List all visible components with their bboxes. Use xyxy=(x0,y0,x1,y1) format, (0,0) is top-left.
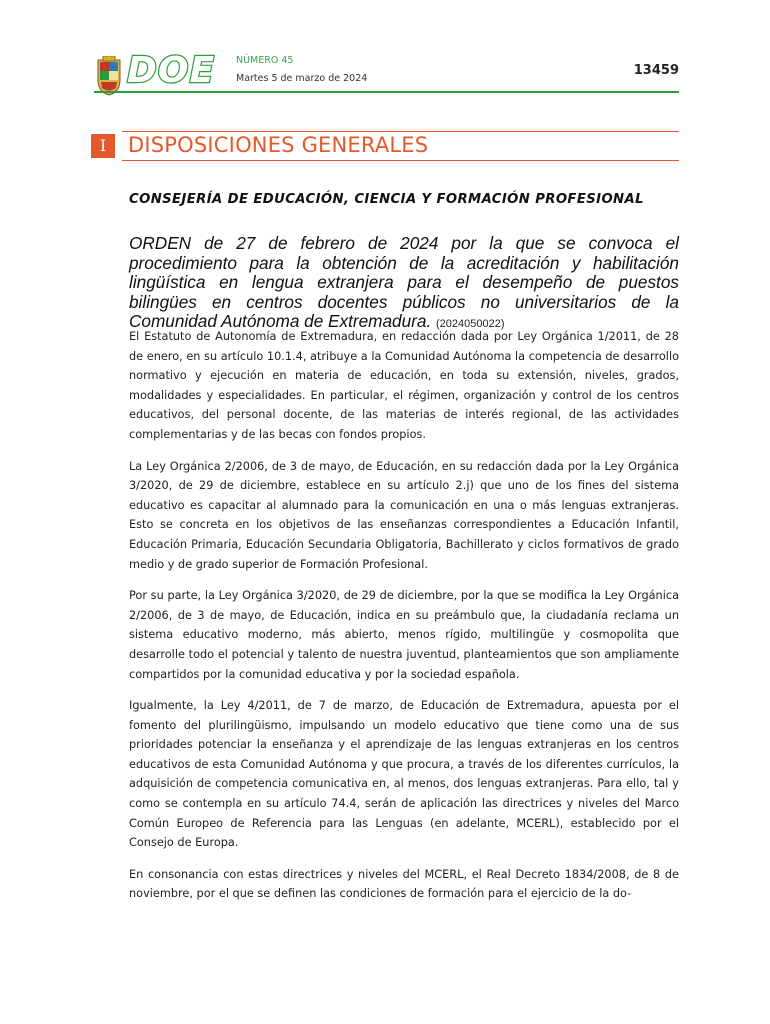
section-number-badge: I xyxy=(91,134,115,158)
issue-number: NÚMERO 45 xyxy=(236,55,294,66)
order-title: ORDEN de 27 de febrero de 2024 por la que se convoca el procedimiento para la obtención de la acreditación y habilitación lingüística en lengua extranjera para el desempeño de puestos bilingües en centros docentes públicos no universitarios de la Comunidad Autónoma de Extremadura. xyxy=(129,233,679,332)
paragraph: En consonancia con estas directrices y niveles del MCERL, el Real Decreto 1834/2008, de 8 de noviembre, por el que se definen las condiciones de formación para el ejercicio de la do- xyxy=(129,867,679,901)
paragraph: Igualmente, la Ley 4/2011, de 7 de marzo, de Educación de Extremadura, apuesta por el fomento del plurilingüismo, impulsando un modelo educativo que tiene como una de sus prioridades potenciar la enseñanza y el aprendizaje de las lenguas extranjeras en los centros educativos de esta Comunidad Autónoma y que procura, a través de los diferentes currículos, la adquisición de competencia comunicativa en, al menos, dos lenguas extranjeras. Para ello, tal y como se contempla en su artículo 74.4, serán de aplicación las directrices y niveles del Marco Común Europeo de Referencia para las Lenguas (en adelante, MCERL), establecido por el Consejo de Europa. xyxy=(129,699,679,850)
paragraph: El Estatuto de Autonomía de Extremadura, en redacción dada por Ley Orgánica 1/2011, de 28 de enero, en su artículo 10.1.4, atribuye a la Comunidad Autónoma la competencia de desarrollo normativo y ejecución en materia de educación, en toda su extensión, niveles, grados, modalidades y especialidades. En particular, el régimen, organización y control de los centros educativos, del personal docente, de las materias de interés regional, de las actividades complementarias y de las becas con fondos propios. xyxy=(129,330,679,441)
header-divider xyxy=(94,91,679,93)
page-number: 13459 xyxy=(633,63,679,78)
issue-date: Martes 5 de marzo de 2024 xyxy=(236,73,368,84)
order-title-block xyxy=(129,234,679,335)
section-divider-top xyxy=(122,131,679,132)
section-divider-bottom xyxy=(122,160,679,161)
coat-of-arms-icon xyxy=(94,56,124,96)
doe-logo: DOE xyxy=(127,50,216,91)
paragraph: Por su parte, la Ley Orgánica 3/2020, de 29 de diciembre, por la que se modifica la Ley Orgánica 2/2006, de 3 de mayo, de Educación, indica en su preámbulo que, la ciudadanía reclama un sistema educativo moderno, más abierto, menos rígido, multilingüe y cosmopolita que desarrolle todo el potencial y talento de nuestra juventud, planteamientos que son ampliamente compartidos por la comunidad educativa y por la sociedad española. xyxy=(129,589,679,681)
order-reference-code: (2024050022) xyxy=(436,318,505,331)
document-body xyxy=(129,327,679,916)
ministry-heading: CONSEJERÍA DE EDUCACIÓN, CIENCIA Y FORMACIÓN PROFESIONAL xyxy=(129,192,644,207)
paragraph: La Ley Orgánica 2/2006, de 3 de mayo, de Educación, en su redacción dada por la Ley Orgánica 3/2020, de 29 de diciembre, establece en su artículo 2.j) que uno de los fines del sistema educativo es capacitar al alumnado para la comunicación en una o más lenguas extranjeras. Esto se concreta en los objetivos de las enseñanzas correspondientes a Educación Infantil, Educación Primaria, Educación Secundaria Obligatoria, Bachillerato y ciclos formativos de grado medio y de grado superior de Formación Profesional. xyxy=(129,459,679,571)
section-title: DISPOSICIONES GENERALES xyxy=(128,133,429,157)
